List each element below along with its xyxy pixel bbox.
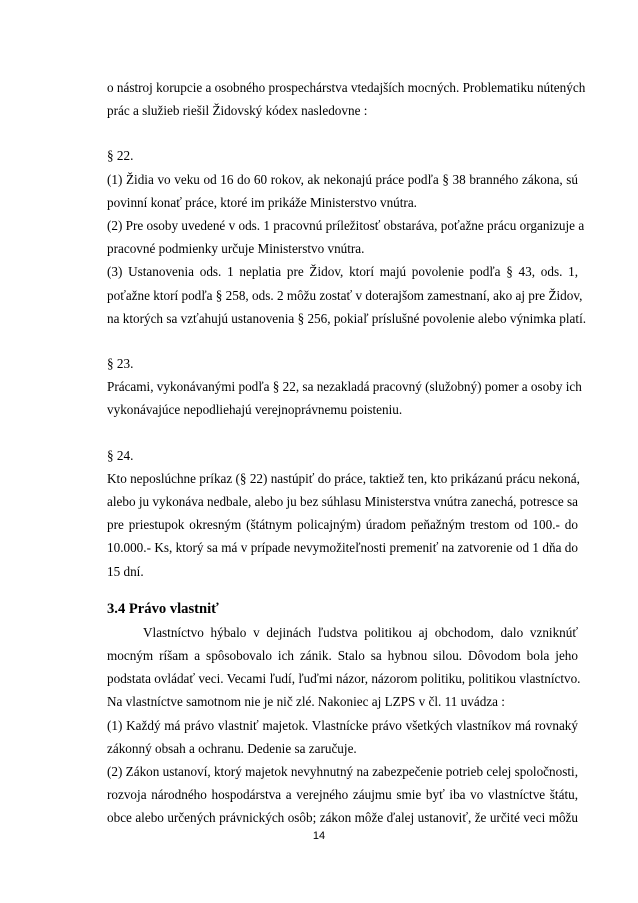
- section-paragraph: [107, 621, 581, 714]
- text-line: 15 dní.: [107, 563, 144, 579]
- text-line: Prácami, vykonávanými podľa § 22, sa nezakladá pracovný (služobný) pomer a osoby ich: [107, 379, 582, 395]
- paragraph-24-text: [107, 467, 578, 583]
- article-11-clause-2: [107, 760, 578, 830]
- text-line: Na vlastníctve samotnom nie je nič zlé. Nakoniec aj LZPS v čl. 11 uvádza :: [107, 694, 505, 710]
- text-line: Kto neposlúchne príkaz (§ 22) nastúpiť do práce, taktiež ten, kto prikázanú prácu nekoná,: [107, 470, 580, 486]
- text-line: alebo ju vykonáva nedbale, alebo ju bez súhlasu Ministerstva vnútra zanechá, potresce sa: [107, 494, 578, 510]
- text-line: Vlastníctvo hýbalo v dejinách ľudstva politikou aj obchodom, dalo vzniknúť: [143, 624, 578, 640]
- text-line: podstata ovládať veci. Vecami ľudí, ľuďmi názor, názorom politiku, politikou vlastníctvo.: [107, 671, 581, 687]
- text-line: na ktorých sa vzťahujú ustanovenia § 256, pokiaľ príslušné povolenie alebo výnimka platí.: [107, 310, 587, 326]
- text-line: (3) Ustanovenia ods. 1 neplatia pre Židov, ktorí majú povolenie podľa § 43, ods. 1,: [107, 264, 578, 280]
- text-line: pre priestupok okresným (štátnym policajným) úradom peňažným trestom od 100.- do: [107, 517, 578, 533]
- paragraph-22-clause-1: [107, 168, 578, 214]
- intro-paragraph: [107, 76, 586, 122]
- text-line: (2) Zákon ustanoví, ktorý majetok nevyhnutný na zabezpečenie potrieb celej spoločnosti,: [107, 764, 578, 780]
- paragraph-22-label: § 22.: [107, 148, 134, 164]
- text-line: prác a služieb riešil Židovský kódex nasledovne :: [107, 103, 368, 119]
- text-line: zákonný obsah a ochranu. Dedenie sa zaručuje.: [107, 740, 357, 756]
- text-line: pracovné podmienky určuje Ministerstvo vnútra.: [107, 241, 365, 257]
- page-body: [107, 76, 587, 830]
- text-line: o nástroj korupcie a osobného prospechárstva vtedajších mocných. Problematiku nútených: [107, 80, 586, 95]
- paragraph-23-text: [107, 375, 582, 421]
- text-line: (2) Pre osoby uvedené v ods. 1 pracovnú príležitosť obstaráva, poťažne prácu organizuje a: [107, 218, 585, 234]
- paragraph-23-label: § 23.: [107, 356, 134, 372]
- text-line: vykonávajúce nepodliehajú verejnoprávnemu poisteniu.: [107, 402, 403, 418]
- text-line: (1) Židia vo veku od 16 do 60 rokov, ak nekonajú práce podľa § 38 branného zákona, sú: [107, 171, 578, 187]
- text-line: rozvoja národného hospodárstva a verejného záujmu smie byť iba vo vlastníctve štátu,: [107, 787, 578, 803]
- text-line: (1) Každý má právo vlastniť majetok. Vlastnícke právo všetkých vlastníkov má rovnaký: [107, 717, 578, 733]
- paragraph-24-label: § 24.: [107, 447, 134, 463]
- paragraph-22-clause-3: [107, 260, 587, 330]
- section-heading: 3.4 Právo vlastniť: [107, 600, 219, 617]
- text-line: poťažne ktorí podľa § 258, ods. 2 môžu zostať v doterajšom zamestnaní, ako aj pre Židov,: [107, 287, 583, 303]
- text-line: mocným ríšam a spôsobovalo ich zánik. Stalo sa hybnou silou. Dôvodom bola jeho: [107, 648, 578, 664]
- paragraph-22-clause-2: [107, 214, 585, 260]
- text-line: 10.000.- Ks, ktorý sa má v prípade nevymožiteľnosti premeniť na zatvorenie od 1 dňa do: [107, 540, 578, 556]
- text-line: obce alebo určených právnických osôb; zákon môže ďalej ustanoviť, že určité veci môžu: [107, 810, 578, 826]
- page-number: 14: [312, 830, 326, 842]
- article-11-clause-1: [107, 714, 578, 760]
- text-line: povinní konať práce, ktoré im prikáže Ministerstvo vnútra.: [107, 194, 417, 210]
